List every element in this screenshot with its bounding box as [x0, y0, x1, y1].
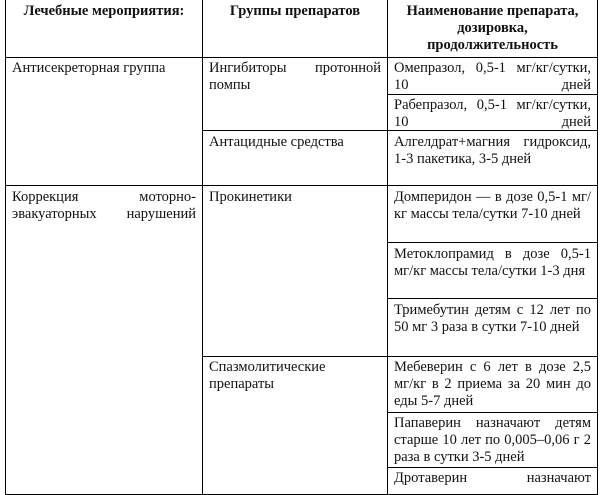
header-measures-text: Лечебные мероприятия: — [23, 3, 185, 19]
group-prokinetics — [202, 185, 388, 357]
header-drug-name-line3: продолжительность — [427, 37, 558, 53]
group-ppi — [202, 57, 388, 131]
group-antacids — [202, 130, 388, 186]
drug-drotaverine — [387, 467, 598, 495]
drug-mebeverine — [387, 356, 598, 413]
header-drug-name-line1: Наименование препарата, — [406, 3, 579, 19]
group-spasmolytics-text: Спазмолитические препараты — [209, 359, 326, 392]
header-drug-name — [387, 0, 598, 58]
measure-motor-correction — [5, 185, 203, 495]
drug-omeprazole-text: Омепразол, 0,5-1 мг/кг/сутки, 10 дней — [394, 60, 591, 93]
group-prokinetics-text: Прокинетики — [209, 189, 292, 205]
drug-papaverine-text: Папаверин назначают детям старше 10 лет по 0,005–0,06 г 2 раза в сутки 3-5 дней — [394, 415, 591, 465]
measure-antisecretory — [5, 57, 203, 186]
drug-omeprazole — [387, 57, 598, 95]
group-ppi-text: Ингибиторы протонной помпы — [209, 60, 381, 93]
drug-mebeverine-text: Мебеверин с 6 лет в дозе 2,5 мг/кг в 2 приема за 20 мин до еды 5-7 дней — [394, 359, 591, 409]
drug-algeldrate-text: Алгелдрат+магния гидроксид, 1-3 пакетика, 3-5 дней — [394, 134, 591, 167]
drug-domperidone — [387, 185, 598, 243]
group-antacids-text: Антацидные средства — [209, 134, 344, 150]
drug-metoclopramide — [387, 242, 598, 299]
drug-rabeprazole-text: Рабепразол, 0,5-1 мг/кг/сутки, 10 дней — [394, 97, 591, 130]
drug-algeldrate — [387, 130, 598, 186]
drug-metoclopramide-text: Метоклопрамид в дозе 0,5-1 мг/кг массы тела/сутки 1-3 дня — [394, 246, 591, 279]
drug-domperidone-text: Домперидон — в дозе 0,5-1 мг/кг массы тела/сутки 7-10 дней — [394, 189, 591, 222]
header-drug-groups — [202, 0, 388, 58]
header-measures — [5, 0, 203, 58]
measure-antisecretory-text: Антисекреторная группа — [12, 60, 166, 76]
header-drug-name-line2: дозировка, — [457, 20, 528, 36]
drug-trimebutine-text: Тримебутин детям с 12 лет по 50 мг 3 раза в сутки 7-10 дней — [394, 302, 591, 335]
drug-papaverine — [387, 412, 598, 468]
drug-rabeprazole — [387, 94, 598, 131]
drug-trimebutine — [387, 298, 598, 357]
drug-drotaverine-text: Дротаверин назначают — [394, 470, 591, 486]
group-spasmolytics — [202, 356, 388, 495]
header-drug-groups-text: Группы препаратов — [229, 3, 361, 19]
measure-motor-correction-text: Коррекция моторно-эвакуаторных нарушений — [12, 189, 196, 222]
